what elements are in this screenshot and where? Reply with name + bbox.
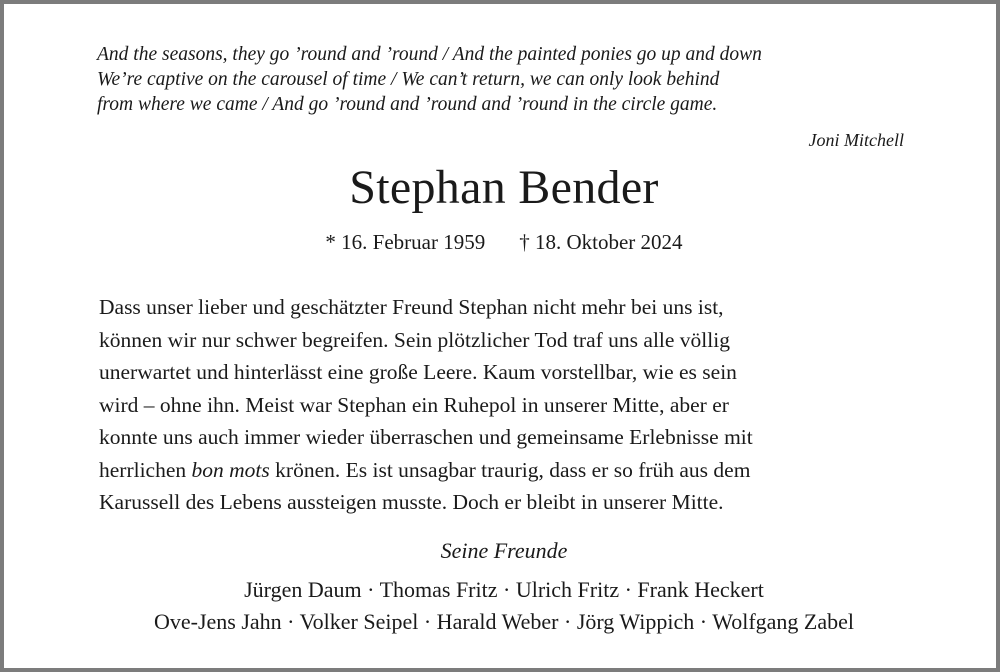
message-line: wird – ohne ihn. Meist war Stephan ein Ruhepol in unserer Mitte, aber er xyxy=(99,392,729,417)
quote-line: from where we came / And go ’round and ’round and ’round in the circle game. xyxy=(97,94,718,115)
message-italic-phrase: bon mots xyxy=(191,457,270,482)
message-line: Karussell des Lebens aussteigen musste. Doch er bleibt in unserer Mitte. xyxy=(99,490,724,514)
friends-list xyxy=(4,574,1000,638)
friends-line: Jürgen Daum · Thomas Fritz · Ulrich Fritz · Frank Heckert xyxy=(244,577,764,602)
message-line: konnte uns auch immer wieder überraschen und gemeinsame Erlebnisse mit xyxy=(99,425,753,449)
epigraph-quote xyxy=(97,42,917,117)
memorial-message xyxy=(99,291,914,519)
message-line: unerwartet und hinterlässt eine große Leere. Kaum vorstellbar, wie es sein xyxy=(99,360,737,384)
message-line xyxy=(99,454,914,487)
quote-author: Joni Mitchell xyxy=(808,130,904,150)
death-date: † 18. Oktober 2024 xyxy=(519,230,683,254)
quote-line: And the seasons, they go ’round and ’round / And the painted ponies go up and down xyxy=(97,44,762,65)
friends-line: Ove-Jens Jahn · Volker Seipel · Harald Weber · Jörg Wippich · Wolfgang Zabel xyxy=(153,609,854,634)
message-line: Dass unser lieber und geschätzter Freund Stephan nicht mehr bei uns ist, xyxy=(99,295,724,319)
deceased-name: Stephan Bender xyxy=(349,161,659,214)
message-line: können wir nur schwer begreifen. Sein plötzlicher Tod traf uns alle völlig xyxy=(99,327,730,352)
message-text: krönen. Es ist unsagbar traurig, dass er so früh aus dem xyxy=(269,457,751,482)
quote-line: We’re captive on the carousel of time / We can’t return, we can only look behind xyxy=(97,69,720,90)
signoff: Seine Freunde xyxy=(440,538,568,563)
message-text: herrlichen xyxy=(99,457,192,482)
birth-date: * 16. Februar 1959 xyxy=(325,230,486,254)
life-dates xyxy=(4,228,1000,256)
